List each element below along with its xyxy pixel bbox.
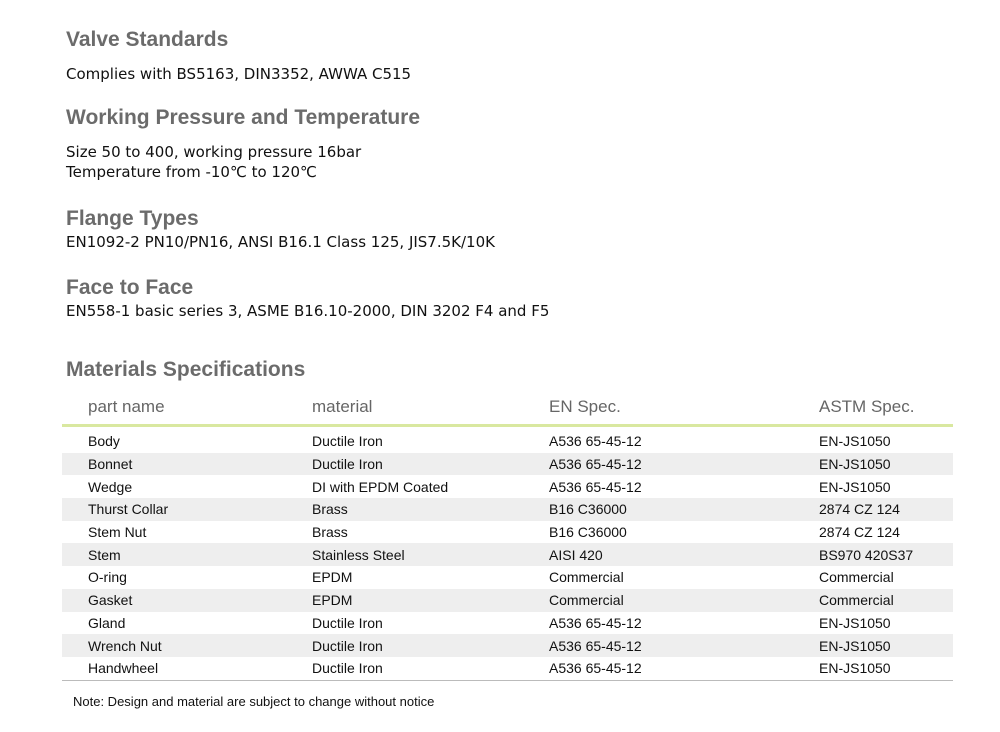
table-row xyxy=(62,634,953,657)
en-spec-cell: A536 65-45-12 xyxy=(549,453,819,476)
material-cell: Ductile Iron xyxy=(312,433,383,450)
material-cell: Stainless Steel xyxy=(312,543,549,566)
table-row xyxy=(62,426,953,453)
part-name-cell: Thurst Collar xyxy=(62,498,312,521)
table-row xyxy=(62,612,953,635)
astm-spec-cell: EN-JS1050 xyxy=(819,634,953,657)
material-cell: EPDM xyxy=(312,589,549,612)
astm-spec-cell: EN-JS1050 xyxy=(819,478,891,495)
text-line: Complies with BS5163, DIN3352, AWWA C515 xyxy=(66,65,412,83)
material-cell: DI with EPDM Coated xyxy=(312,478,449,495)
en-spec-cell: B16 C36000 xyxy=(549,524,627,541)
column-header-material: material xyxy=(312,390,549,426)
en-spec-cell: B16 C36000 xyxy=(549,498,819,521)
valve-standards-text xyxy=(66,64,411,84)
astm-spec-cell: BS970 420S37 xyxy=(819,543,953,566)
part-name-cell: Bonnet xyxy=(62,453,312,476)
text-line: Size 50 to 400, working pressure 16bar xyxy=(66,143,362,161)
text-line: Temperature from -10℃ to 120℃ xyxy=(66,163,317,181)
astm-spec-cell: EN-JS1050 xyxy=(819,453,953,476)
materials-table xyxy=(62,390,953,681)
table-row xyxy=(62,566,953,589)
material-cell: Ductile Iron xyxy=(312,453,549,476)
astm-spec-cell: EN-JS1050 xyxy=(819,433,891,450)
working-pressure-text xyxy=(66,142,361,182)
valve-standards-title: Valve Standards xyxy=(66,28,229,51)
part-name-cell: Wedge xyxy=(88,478,133,495)
face-to-face-text xyxy=(66,301,549,321)
astm-spec-cell: 2874 CZ 124 xyxy=(819,524,900,541)
en-spec-cell: A536 65-45-12 xyxy=(549,657,819,680)
part-name-cell: O-ring xyxy=(88,569,127,586)
part-name-cell: Stem Nut xyxy=(88,524,147,541)
disclaimer-note: Note: Design and material are subject to change without notice xyxy=(73,694,435,709)
astm-spec-cell: EN-JS1050 xyxy=(819,657,953,680)
en-spec-cell: Commercial xyxy=(549,569,624,586)
material-cell: EPDM xyxy=(312,569,353,586)
part-name-cell: Body xyxy=(88,433,120,450)
column-header-astm-spec: ASTM Spec. xyxy=(819,390,953,426)
text-line: EN1092-2 PN10/PN16, ANSI B16.1 Class 125, JIS7.5K/10K xyxy=(66,233,495,251)
table-row xyxy=(62,453,953,476)
en-spec-cell: Commercial xyxy=(549,589,819,612)
part-name-cell: Handwheel xyxy=(62,657,312,680)
column-header-part-name: part name xyxy=(62,390,312,426)
table-row xyxy=(62,498,953,521)
part-name-cell: Stem xyxy=(62,543,312,566)
part-name-cell: Gland xyxy=(88,614,126,631)
material-cell: Ductile Iron xyxy=(312,634,549,657)
table-row xyxy=(62,475,953,498)
material-cell: Ductile Iron xyxy=(312,614,383,631)
table-header-row xyxy=(62,390,953,426)
text-line: EN558-1 basic series 3, ASME B16.10-2000, DIN 3202 F4 and F5 xyxy=(66,302,550,320)
astm-spec-cell: Commercial xyxy=(819,589,953,612)
material-cell: Brass xyxy=(312,524,348,541)
part-name-cell: Wrench Nut xyxy=(62,634,312,657)
astm-spec-cell: Commercial xyxy=(819,569,894,586)
flange-types-text xyxy=(66,232,495,252)
astm-spec-cell: 2874 CZ 124 xyxy=(819,498,953,521)
part-name-cell: Gasket xyxy=(62,589,312,612)
face-to-face-title: Face to Face xyxy=(66,276,194,299)
flange-types-title: Flange Types xyxy=(66,207,199,230)
working-pressure-title: Working Pressure and Temperature xyxy=(66,106,420,129)
material-cell: Brass xyxy=(312,498,549,521)
table-row xyxy=(62,657,953,680)
materials-title: Materials Specifications xyxy=(66,358,306,381)
material-cell: Ductile Iron xyxy=(312,657,549,680)
astm-spec-cell: EN-JS1050 xyxy=(819,614,891,631)
column-header-en-spec: EN Spec. xyxy=(549,390,819,426)
en-spec-cell: A536 65-45-12 xyxy=(549,614,642,631)
table-row xyxy=(62,521,953,544)
table-row xyxy=(62,543,953,566)
en-spec-cell: A536 65-45-12 xyxy=(549,634,819,657)
en-spec-cell: AISI 420 xyxy=(549,543,819,566)
en-spec-cell: A536 65-45-12 xyxy=(549,478,642,495)
table-row xyxy=(62,589,953,612)
en-spec-cell: A536 65-45-12 xyxy=(549,433,642,450)
